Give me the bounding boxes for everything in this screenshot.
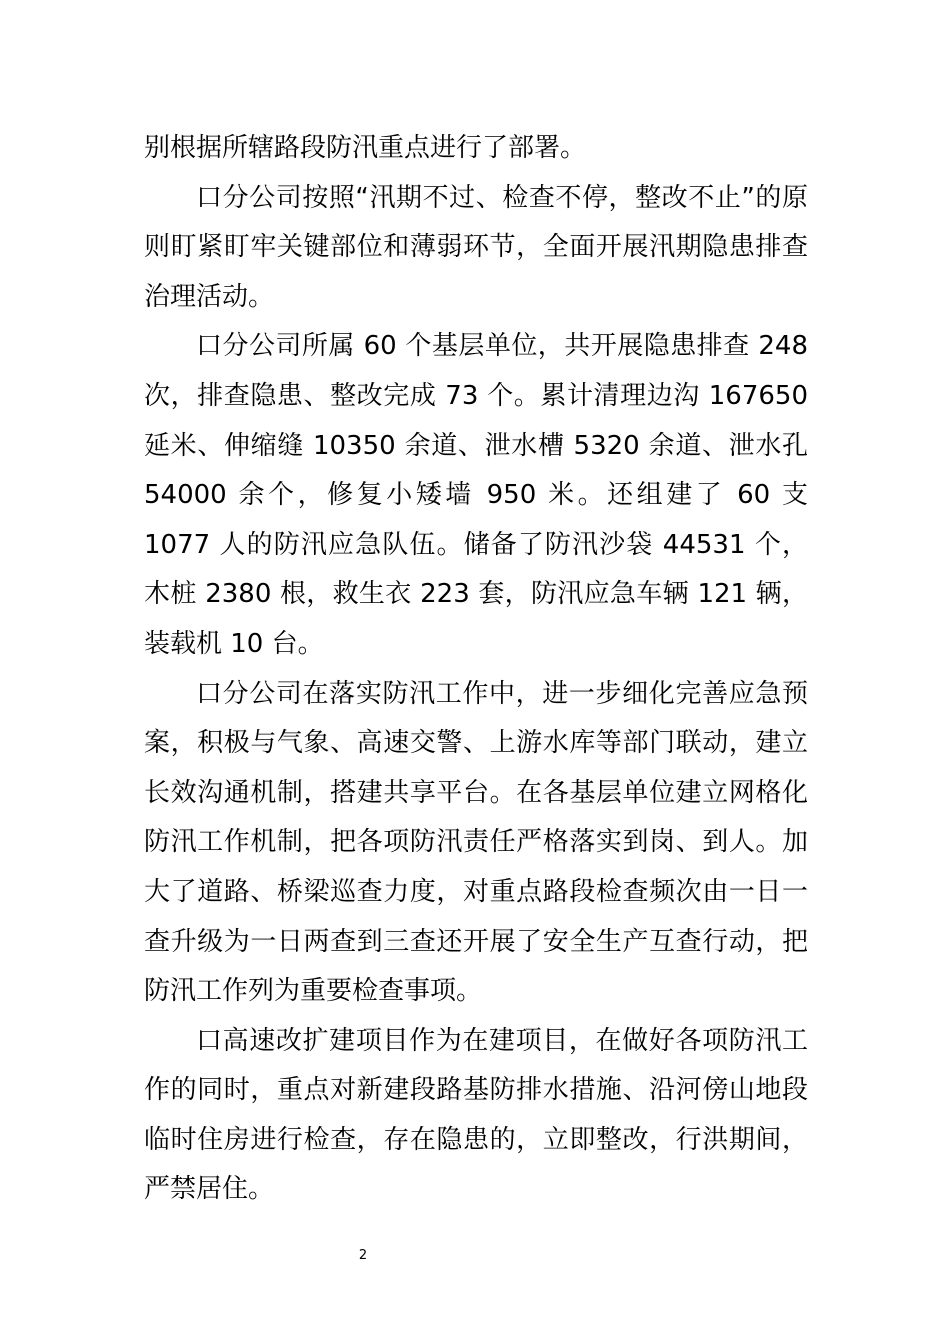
paragraph-statistics: 口分公司所属 60 个基层单位，共开展隐患排查 248 次，排查隐患、整改完成 73 个。累计清理边沟 167650 延米、伸缩缝 10350 余道、泄水槽 5320 余道、泄水孔 54000 余个，修复小矮墙 950 米。还组建了 60 支 1077 人的防汛应急队伍。储备了防汛沙袋 44531 个，木桩 2380 根，救生衣 223 套，防汛应急车辆 121 辆，装载机 10 台。 [144, 331, 808, 659]
page-number-text: 2 [358, 1248, 368, 1263]
paragraph-expansion-project: 口高速改扩建项目作为在建项目，在做好各项防汛工作的同时，重点对新建段路基防排水措施、沿河傍山地段临时住房进行检查，存在隐患的，立即整改，行洪期间，严禁居住。 [144, 1025, 808, 1205]
paragraph-continued: 别根据所辖路段防汛重点进行了部署。 [144, 133, 587, 163]
paragraph-mechanism: 口分公司在落实防汛工作中，进一步细化完善应急预案，积极与气象、高速交警、上游水库等部门联动，建立长效沟通机制，搭建共享平台。在各基层单位建立网格化防汛工作机制，把各项防汛责任严格落实到岗、到人。加大了道路、桥梁巡查力度，对重点路段检查频次由一日一查升级为一日两查到三查还开展了安全生产互查行动，把防汛工作列为重要检查事项。 [144, 678, 808, 1007]
page-number [0, 1247, 950, 1265]
document-body [144, 124, 808, 1215]
paragraph-inspection-principle: 口分公司按照“汛期不过、检查不停，整改不止”的原则盯紧盯牢关键部位和薄弱环节，全面开展汛期隐患排查治理活动。 [144, 182, 808, 312]
